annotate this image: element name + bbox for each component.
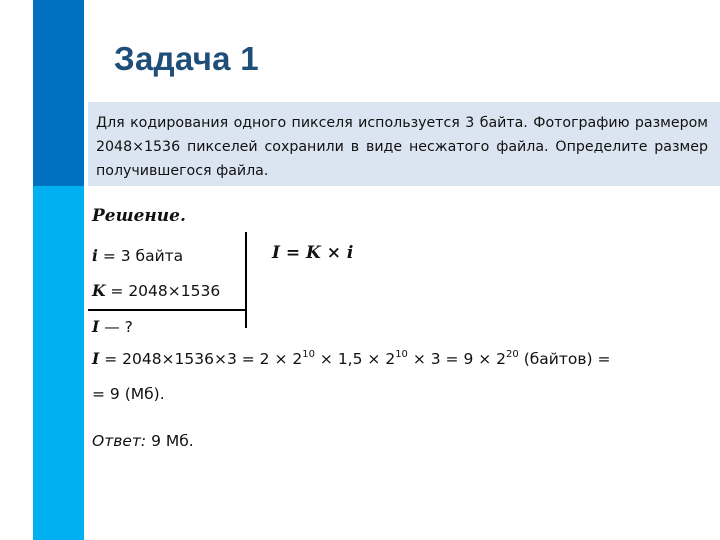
accent-bar-top — [33, 0, 84, 186]
given-divider-horizontal — [88, 309, 246, 311]
given-k — [92, 281, 220, 300]
slide-title: Задача 1 — [114, 40, 259, 77]
find-value: — ? — [99, 318, 133, 336]
answer-value: 9 Мб. — [146, 432, 194, 450]
calc-part2: × 1,5 × 2 — [314, 350, 396, 368]
solution-heading: Решение. — [92, 206, 186, 226]
formula-lhs: I — [272, 243, 280, 263]
accent-bar-bottom — [33, 186, 84, 540]
answer-label: Ответ: — [92, 432, 147, 450]
formula-k: K — [306, 243, 321, 263]
find-symbol: I — [92, 317, 100, 336]
given-k-value: = 2048×1536 — [105, 282, 221, 300]
problem-statement: Для кодирования одного пикселя используется 3 байта. Фотографию размером 2048×1536 пикселей сохранили в виде несжатого файла. Определите размер получившегося файла. — [88, 102, 720, 186]
calc-part4: (байтов) = — [518, 350, 611, 368]
find-i — [92, 317, 133, 336]
given-i — [92, 246, 183, 265]
given-i-symbol: i — [92, 246, 98, 265]
calc-symbol: I — [92, 349, 100, 368]
formula-i: i — [346, 243, 354, 263]
calc-exp2: 10 — [395, 348, 408, 360]
calculation-line — [92, 349, 610, 368]
formula — [272, 243, 353, 263]
formula-eq: = — [279, 243, 307, 263]
calc-exp3: 20 — [506, 348, 519, 360]
calc-exp1: 10 — [302, 348, 315, 360]
result-line: = 9 (Мб). — [92, 385, 165, 403]
given-divider-vertical — [245, 232, 247, 328]
given-i-value: = 3 байта — [97, 247, 184, 265]
calc-part1: = 2048×1536×3 = 2 × 2 — [99, 350, 303, 368]
formula-times: × — [320, 243, 347, 263]
calc-part3: × 3 = 9 × 2 — [407, 350, 507, 368]
answer-line — [92, 432, 194, 450]
given-k-symbol: K — [92, 281, 106, 300]
